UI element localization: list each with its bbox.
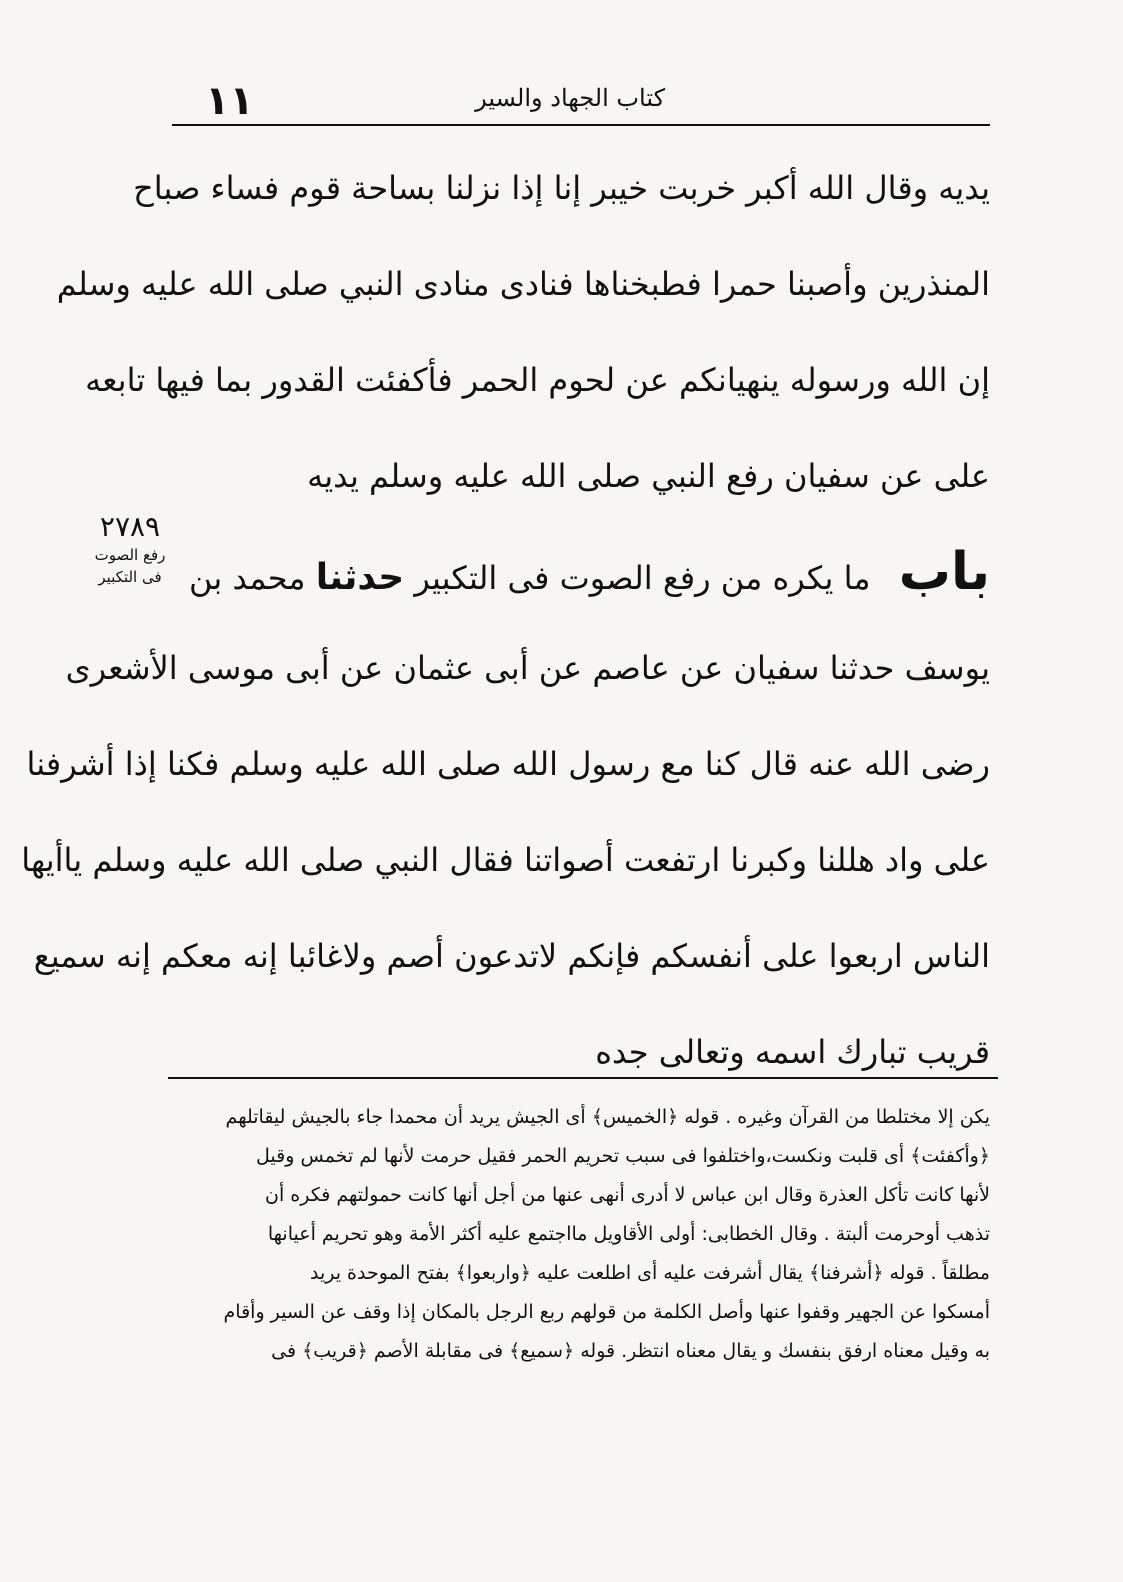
margin-chapter-line-2: فى التكبير <box>98 568 162 586</box>
text-line: على عن سفيان رفع النبي صلى الله عليه وسلم يديه <box>307 457 990 495</box>
chapter-haddathana: حدثنا <box>315 557 405 598</box>
footnote-line: تذهب أوحرمت ألبتة . وقال الخطابى: أولى الأقاويل مااجتمع عليه أكثر الأمة وهو تحريم أعيانها <box>267 1223 990 1245</box>
page-number: ١١ <box>205 78 254 124</box>
hadith-number: ٢٧٨٩ <box>99 510 161 543</box>
header-divider <box>172 124 990 126</box>
chapter-bab-word: باب <box>898 542 990 602</box>
footnote-line: أمسكوا عن الجهير وقفوا عنها وأصل الكلمة من قولهم ربع الرجل بالمكان إذا وقف عن السير وأقام <box>223 1301 990 1323</box>
margin-chapter-line-1: رفع الصوت <box>94 546 166 564</box>
book-title: كتاب الجهاد والسير <box>475 84 665 112</box>
footnote-line: لأنها كانت تأكل العذرة وقال ابن عباس لا أدرى أنهى عنها من أجل أنها كانت حمولتهم فكره أن <box>265 1184 990 1206</box>
footnote-line: يكن إلا مختلطا من القرآن وغيره . قوله ﴿الخميس﴾ أى الجيش يريد أن محمدا جاء بالجيش ليقاتلهم <box>225 1106 990 1128</box>
footnote-line: ﴿وأكفئت﴾ أى قلبت ونكست،واختلفوا فى سبب تحريم الحمر فقيل حرمت لأنها لم تخمس وقيل <box>256 1145 990 1167</box>
text-line: إن الله ورسوله ينهيانكم عن لحوم الحمر فأكفئت القدور بما فيها تابعه <box>85 361 990 399</box>
text-line: قريب تبارك اسمه وتعالى جده <box>595 1033 990 1071</box>
text-line: على واد هللنا وكبرنا ارتفعت أصواتنا فقال النبي صلى الله عليه وسلم ياأيها <box>21 841 990 879</box>
footnote-divider <box>168 1077 998 1079</box>
margin-note <box>85 510 175 588</box>
text-line: يوسف حدثنا سفيان عن عاصم عن أبى عثمان عن أبى موسى الأشعرى <box>65 649 990 687</box>
chapter-heading-line <box>175 524 990 620</box>
text-line: الناس اربعوا على أنفسكم فإنكم لاتدعون أصم ولاغائبا إنه معكم إنه سميع <box>33 937 990 975</box>
text-line: يديه وقال الله أكبر خربت خيبر إنا إذا نزلنا بساحة قوم فساء صباح <box>133 169 990 207</box>
chapter-rest: محمد بن <box>189 559 306 597</box>
text-line: رضى الله عنه قال كنا مع رسول الله صلى الله عليه وسلم فكنا إذا أشرفنا <box>26 745 990 783</box>
footnote-line: مطلقاً . قوله ﴿أشرفنا﴾ يقال أشرفت عليه أى اطلعت عليه ﴿واربعوا﴾ بفتح الموحدة يريد <box>309 1262 990 1284</box>
footnote-line: به وقيل معناه ارفق بنفسك و يقال معناه انتظر. قوله ﴿سميع﴾ فى مقابلة الأصم ﴿قريب﴾ فى <box>271 1340 990 1362</box>
text-line: المنذرين وأصبنا حمرا فطبخناها فنادى منادى النبي صلى الله عليه وسلم <box>56 265 990 303</box>
page-header <box>175 78 1005 126</box>
footnotes <box>175 1098 990 1371</box>
chapter-title: ما يكره من رفع الصوت فى التكبير <box>414 559 871 597</box>
